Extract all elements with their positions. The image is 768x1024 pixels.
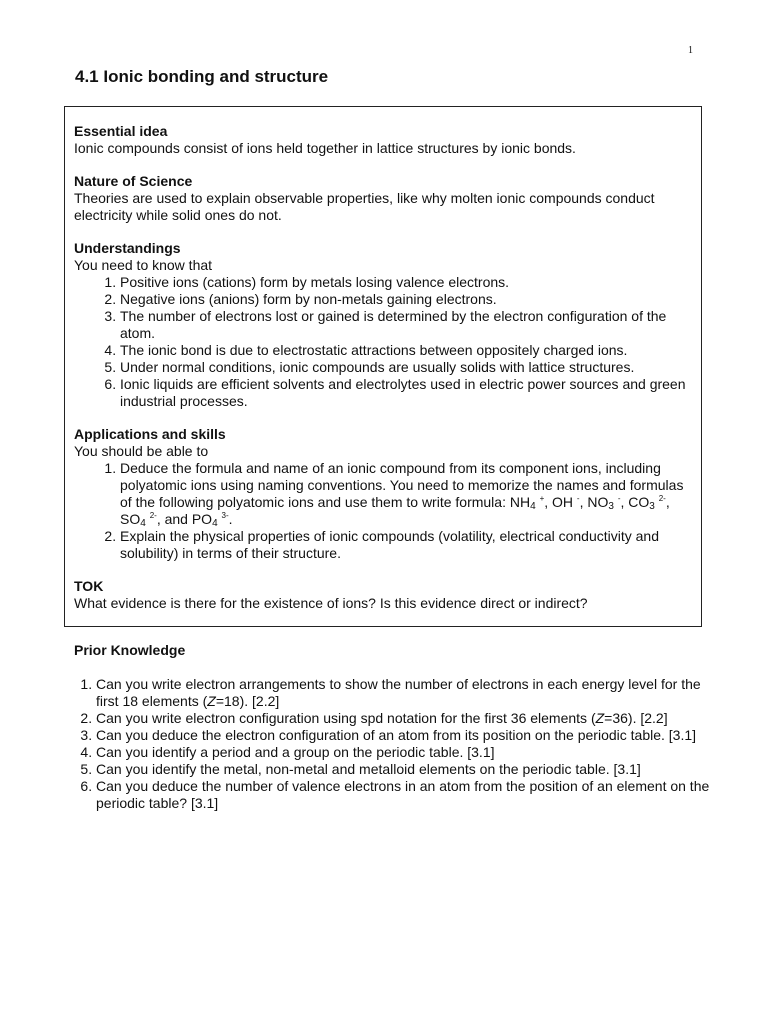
list-item: 2. Negative ions (anions) form by non-metals gaining electrons. [120,291,692,308]
applications-list [74,460,692,562]
ion-no3: $NO_3$ - [587,494,621,512]
page-title: 4.1 Ionic bonding and structure [75,67,329,86]
list-item: 2. Explain the physical properties of ionic compounds (volatility, electrical conductivity and solubility) in terms of their structure. [120,528,692,562]
understandings-heading: Understandings [74,240,181,256]
page-number: 1 [688,45,693,56]
ion-nh4: $NH_4$ + [509,494,545,512]
understandings-intro: You need to know that [74,257,213,273]
essential-idea-heading: Essential idea [74,123,168,139]
list-item [120,460,692,528]
nature-of-science-heading: Nature of Science [74,173,193,189]
list-item: 2. Can you write electron configuration using spd notation for the first 36 elements (Z=36). [2.2] [96,710,714,727]
applications-item-text: Deduce the formula and name of an ionic compound from its component ions, including polyatomic ions using naming conventions. You need to memorize the names and formulas of the following polyatomic ions and use them to write formula: [120,460,684,510]
list-item: 5. Can you identify the metal, non-metal and metalloid elements on the periodic table. [3.1] [96,761,714,778]
essential-idea-text: Ionic compounds consist of ions held together in lattice structures by ionic bonds. [74,140,576,156]
list-item: 4. The ionic bond is due to electrostatic attractions between oppositely charged ions. [120,342,692,359]
polyatomic-ions-list: $NH_4$ +, OH -, $NO_3$ -, $CO_3$ $^{2-}$, $SO_4$ $^{2-}$, and $PO_4$ $^{3-}$. [120,494,670,529]
list-item: 1. Can you write electron arrangements to show the number of electrons in each energy level for the first 18 elements (Z=18). [2.2] [96,676,714,710]
list-item: 5. Under normal conditions, ionic compounds are usually solids with lattice structures. [120,359,692,376]
list-item: 3. The number of electrons lost or gained is determined by the electron configuration of the atom. [120,308,692,342]
ion-so4: $SO_4$ $^{2-}$ [120,511,157,529]
prior-knowledge-section [74,642,714,812]
ion-oh: OH - [552,494,580,510]
tok-text: What evidence is there for the existence of ions? Is this evidence direct or indirect? [74,595,588,611]
ion-co3: $CO_3$ $^{2-}$ [628,494,666,512]
prior-knowledge-list [74,676,714,812]
list-item: 3. Can you deduce the electron configuration of an atom from its position on the periodic table. [3.1] [96,727,714,744]
list-item: 6. Can you deduce the number of valence electrons in an atom from the position of an element on the periodic table? [3.1] [96,778,714,812]
ion-po4: $PO_4$ $^{3-}$ [191,511,229,529]
understandings-list [74,274,692,410]
applications-intro: You should be able to [74,443,209,459]
list-item: 1. Positive ions (cations) form by metals losing valence electrons. [120,274,692,291]
nature-of-science-text: Theories are used to explain observable properties, like why molten ionic compounds conduct electricity while solid ones do not. [74,190,655,223]
tok-heading: TOK [74,578,104,594]
list-item: 6. Ionic liquids are efficient solvents and electrolytes used in electric power sources and green industrial processes. [120,376,692,410]
list-item: 4. Can you identify a period and a group on the periodic table. [3.1] [96,744,714,761]
applications-heading: Applications and skills [74,426,226,442]
syllabus-box [64,106,702,627]
prior-knowledge-heading: Prior Knowledge [74,642,186,658]
